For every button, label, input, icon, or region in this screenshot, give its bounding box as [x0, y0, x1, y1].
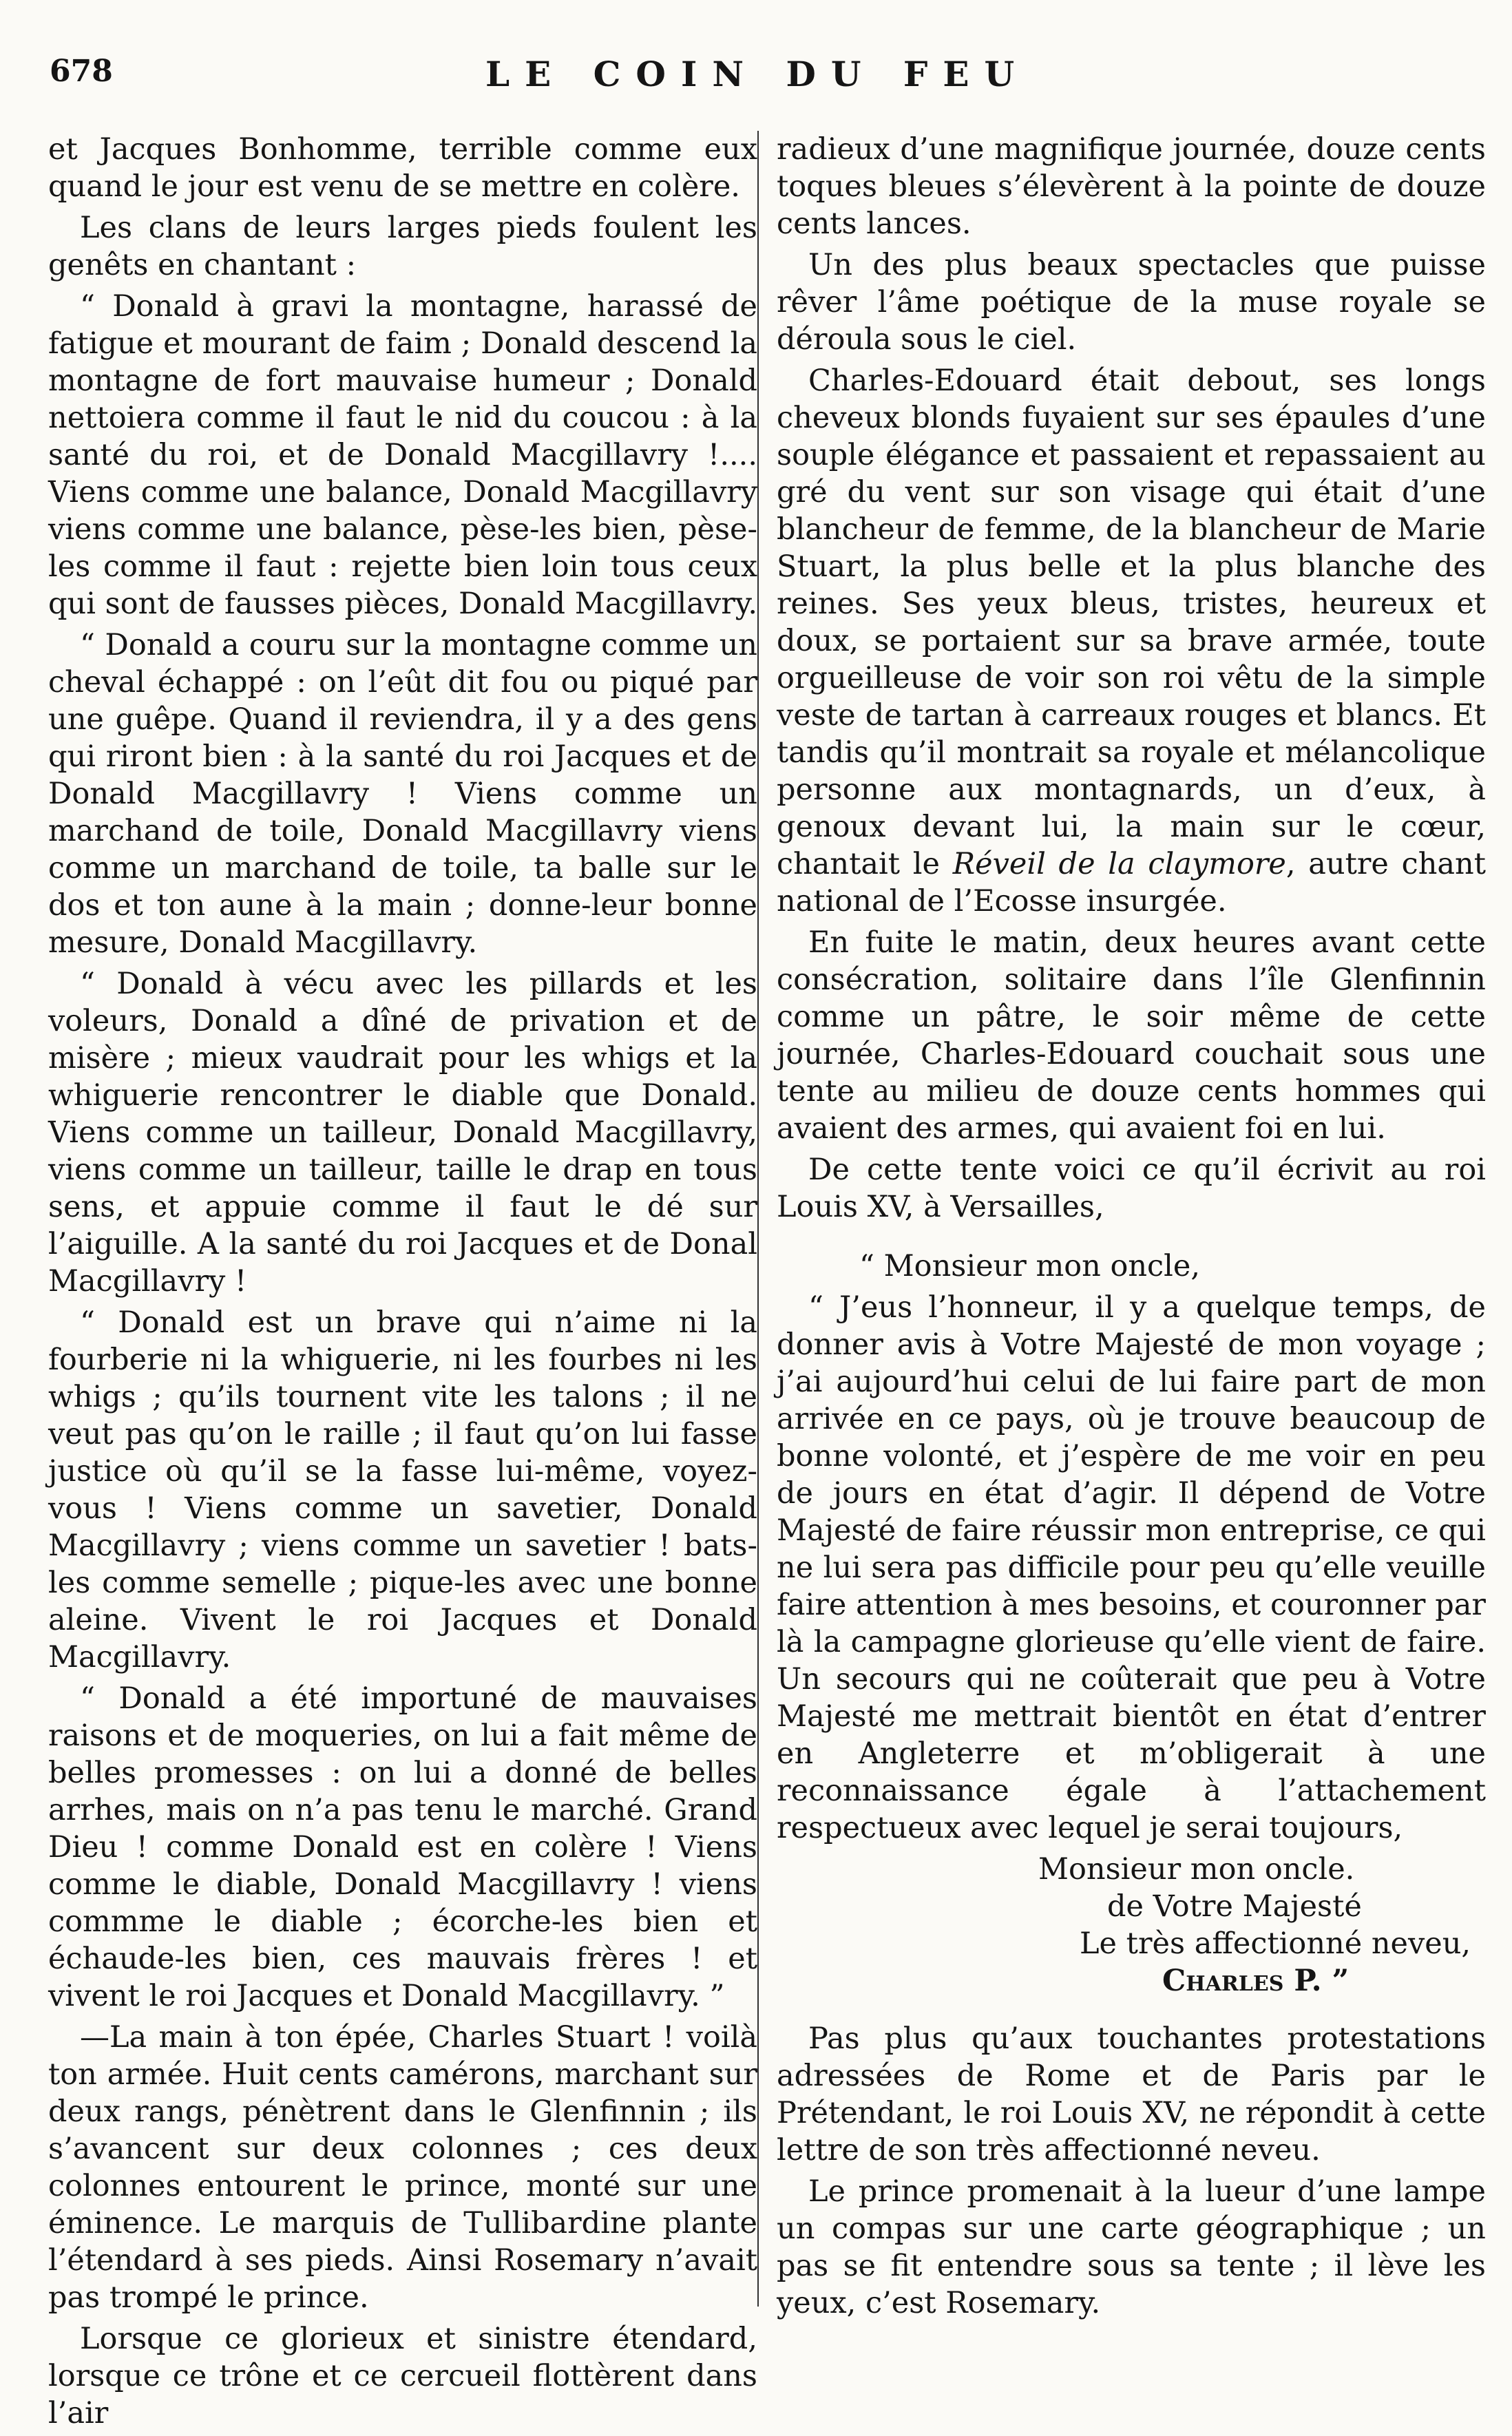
page-number: 678 — [50, 54, 113, 89]
letter-salutation: “ Monsieur mon oncle, — [859, 1249, 1201, 1283]
paragraph: —La main à ton épée, Charles Stuart ! voilà ton armée. Huit cents camérons, marchant sur deux rangs, pénètrent dans le Glenfinnin ; ils s’avancent sur deux colonnes ; ces deux colonnes entourent le prince, monté sur une éminence. Le marquis de Tullibardine plante l’étendard à ses pieds. Ainsi Rosemary n’avait pas trompé le prince. — [48, 2020, 757, 2315]
paragraph: Lorsque ce glorieux et sinistre étendard, lorsque ce trône et ce cercueil flottèrent dans l’air — [48, 2322, 757, 2430]
letter-closing: Le très affectionné neveu, — [1080, 1926, 1471, 1961]
column-divider — [757, 131, 759, 2307]
letter-closing: de Votre Majesté — [1107, 1889, 1362, 1924]
paragraph: “ Donald à gravi la montagne, harassé de fatigue et mourant de faim ; Donald descend la montagne de fort mauvaise humeur ; Donald nettoiera comme il faut le nid du coucou : à la santé du roi, et de Donald Macgillavry !.... Viens comme une balance, Donald Macgillavry viens comme une balance, pèse-les bien, pèse-les comme il faut : rejette bien loin tous ceux qui sont de fausses pièces, Donald Macgillavry. — [48, 289, 758, 621]
paragraph: “ Donald a été importuné de mauvaises raisons et de moqueries, on lui a fait même de belles promesses : on lui a donné de belles arrhes, mais on n’a pas tenu le marché. Grand Dieu ! comme Donald est en colère ! Viens comme le diable, Donald Macgillavry ! viens commme le diable ; écorche-les bien et échaude-les bien, ces mauvais frères ! et vivent le roi Jacques et Donald Macgillavry. ” — [48, 1681, 757, 2013]
paragraph: Les clans de leurs larges pieds foulent les genêts en chantant : — [48, 211, 757, 282]
paragraph: “ Donald est un brave qui n’aime ni la fourberie ni la whiguerie, ni les fourbes ni les whigs ; qu’ils tournent vite les talons ; il ne veut pas qu’on le raille ; il faut qu’on lui fasse justice où qu’il se la fasse lui-même, voyez-vous ! Viens comme un savetier, Donald Macgillavry ; viens comme un savetier ! bats-les comme semelle ; pique-les avec une bonne aleine. Vivent le roi Jacques et Donald Macgillavry. — [48, 1305, 757, 1674]
letter-closing: Monsieur mon oncle. — [1038, 1852, 1355, 1887]
paragraph: En fuite le matin, deux heures avant cette consécration, solitaire dans l’île Glenfinnin comme un pâtre, le soir même de cette journée, Charles-Edouard couchait sous une tente au milieu de douze cents hommes qui avaient des armes, qui avaient foi en lui. — [777, 925, 1486, 1146]
text-run: , autre chant national de l’Ecosse insurgée. — [777, 847, 1486, 918]
paragraph: “ Donald à vécu avec les pillards et les voleurs, Donald a dîné de privation et de misère ; mieux vaudrait pour les whigs et la whiguerie rencontrer le diable que Donald. Viens comme un tailleur, Donald Macgillavry, viens comme un tailleur, taille le drap en tous sens, et appuie comme il faut le dé sur l’aiguille. A la santé du roi Jacques et de Donal Macgillavry ! — [48, 967, 757, 1299]
paragraph: Un des plus beaux spectacles que puisse rêver l’âme poétique de la muse royale se déroula sous le ciel. — [777, 248, 1486, 357]
letter-signature: Charles P. ” — [1162, 1964, 1350, 1998]
paragraph: Pas plus qu’aux touchantes protestations adressées de Rome et de Paris par le Prétendant, le roi Louis XV, ne répondit à cette lettre de son très affectionné neveu. — [777, 2022, 1486, 2167]
letter-body: “ J’eus l’honneur, il y a quelque temps, de donner avis à Votre Majesté de mon voyage ; j’ai aujourd’hui celui de lui faire part de mon arrivée en ce pays, où je trouve beaucoup de bonne volonté, et j’espère de me voir en peu de jours en état d’agir. Il dépend de Votre Majesté de faire réussir mon entreprise, ce qui ne lui sera pas difficile pour peu qu’elle veuille faire attention à mes besoins, et couronner par là la campagne glorieuse qu’elle vient de faire. Un secours qui ne coûterait que peu à Votre Majesté me mettrait bientôt en état d’entrer en Angleterre et m’obligerait à une reconnaissance égale à l’attachement respectueux avec lequel je serai toujours, — [777, 1290, 1486, 1845]
running-header — [41, 54, 1473, 109]
paragraph: Le prince promenait à la lueur d’une lampe un compas sur une carte géographique ; un pas se fit entendre sous sa tente ; il lève les yeux, c’est Rosemary. — [777, 2174, 1486, 2320]
paragraph — [777, 362, 1486, 920]
running-title: LE COIN DU FEU — [485, 54, 1030, 94]
paragraph: et Jacques Bonhomme, terrible comme eux quand le jour est venu de se mettre en colère. — [48, 132, 757, 204]
right-column — [777, 131, 1486, 2326]
song-title: Réveil de la claymore — [952, 847, 1286, 881]
text-run: Charles-Edouard était debout, ses longs cheveux blonds fuyaient sur ses épaules d’une souple élégance et passaient et repassaient au gré du vent sur son visage qui était d’une blancheur de femme, de la blancheur de Marie Stuart, la plus belle et la plus blanche des reines. Ses yeux bleus, tristes, heureux et doux, se portaient sur sa brave armée, toute orgueilleuse de voir son roi vêtu de la simple veste de tartan à carreaux rouges et blancs. Et tandis qu’il montrait sa royale et mélancolique personne aux montagnards, un d’eux, à genoux devant lui, la main sur le cœur, chantait le — [777, 364, 1486, 881]
paragraph: radieux d’une magnifique journée, douze cents toques bleues s’élevèrent à la pointe de douze cents lances. — [777, 132, 1486, 241]
paragraph: “ Donald a couru sur la montagne comme un cheval échappé : on l’eût dit fou ou piqué par une guêpe. Quand il reviendra, il y a des gens qui riront bien : à la santé du roi Jacques et de Donald Macgillavry ! Viens comme un marchand de toile, Donald Macgillavry viens comme un marchand de toile, ta balle sur le dos et ton aune à la main ; donne-leur bonne mesure, Donald Macgillavry. — [48, 628, 757, 960]
left-column — [48, 131, 757, 2436]
paragraph: De cette tente voici ce qu’il écrivit au roi Louis XV, à Versailles, — [777, 1153, 1486, 1224]
